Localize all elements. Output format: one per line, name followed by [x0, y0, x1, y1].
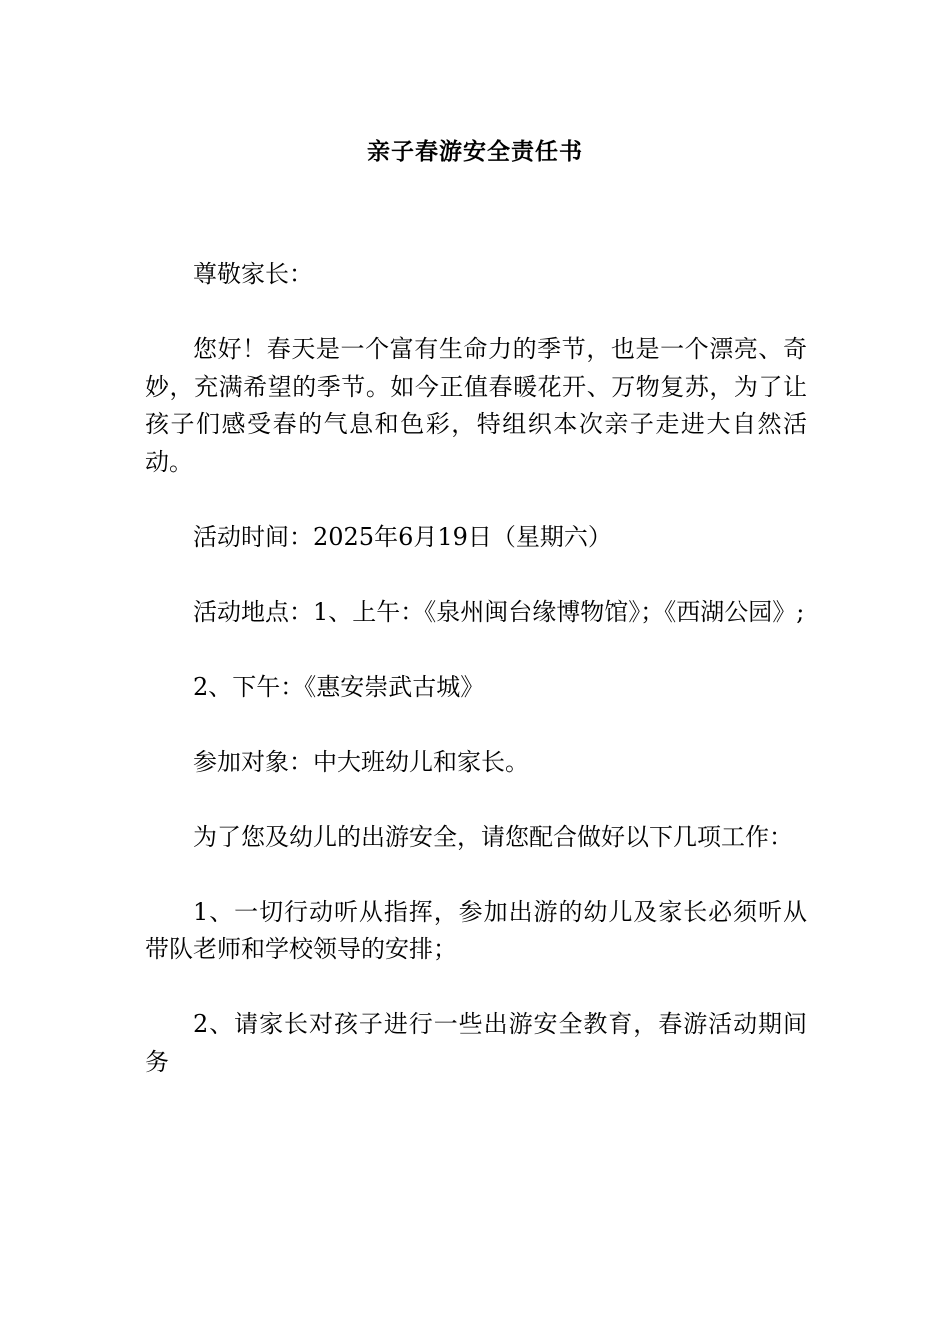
- activity-time-paragraph: 活动时间：2025年6月19日（星期六）: [193, 522, 612, 551]
- paragraph-gap: [145, 856, 807, 894]
- paragraph-gap: [145, 969, 807, 1007]
- paragraph-gap: [145, 556, 807, 594]
- participants-paragraph: 参加对象：中大班幼儿和家长。: [193, 747, 529, 776]
- afternoon-location-paragraph: 2、下午：《惠安崇武古城》: [193, 672, 485, 701]
- activity-location-paragraph: 活动地点：1、上午：《泉州闽台缘博物馆》；《西湖公园》;: [193, 597, 805, 626]
- paragraph-gap: [145, 781, 807, 819]
- document-body: [145, 256, 807, 1081]
- paragraph-gap: [145, 294, 807, 332]
- safety-request-paragraph: 为了您及幼儿的出游安全，请您配合做好以下几项工作：: [193, 822, 793, 851]
- intro-paragraph: 您好！春天是一个富有生命力的季节，也是一个漂亮、奇妙，充满希望的季节。如今正值春暖花开、万物复苏，为了让孩子们感受春的气息和色彩，特组织本次亲子走进大自然活动。: [145, 335, 807, 476]
- paragraph-gap: [145, 631, 807, 669]
- rule-1-paragraph: 1、一切行动听从指挥，参加出游的幼儿及家长必须听从带队老师和学校领导的安排；: [145, 897, 807, 963]
- paragraph-gap: [145, 481, 807, 519]
- rule-2-paragraph: 2、请家长对孩子进行一些出游安全教育，春游活动期间务: [145, 1010, 807, 1076]
- greeting-paragraph: 尊敬家长：: [193, 260, 313, 288]
- document-title: 亲子春游安全责任书: [367, 139, 583, 165]
- paragraph-gap: [145, 706, 807, 744]
